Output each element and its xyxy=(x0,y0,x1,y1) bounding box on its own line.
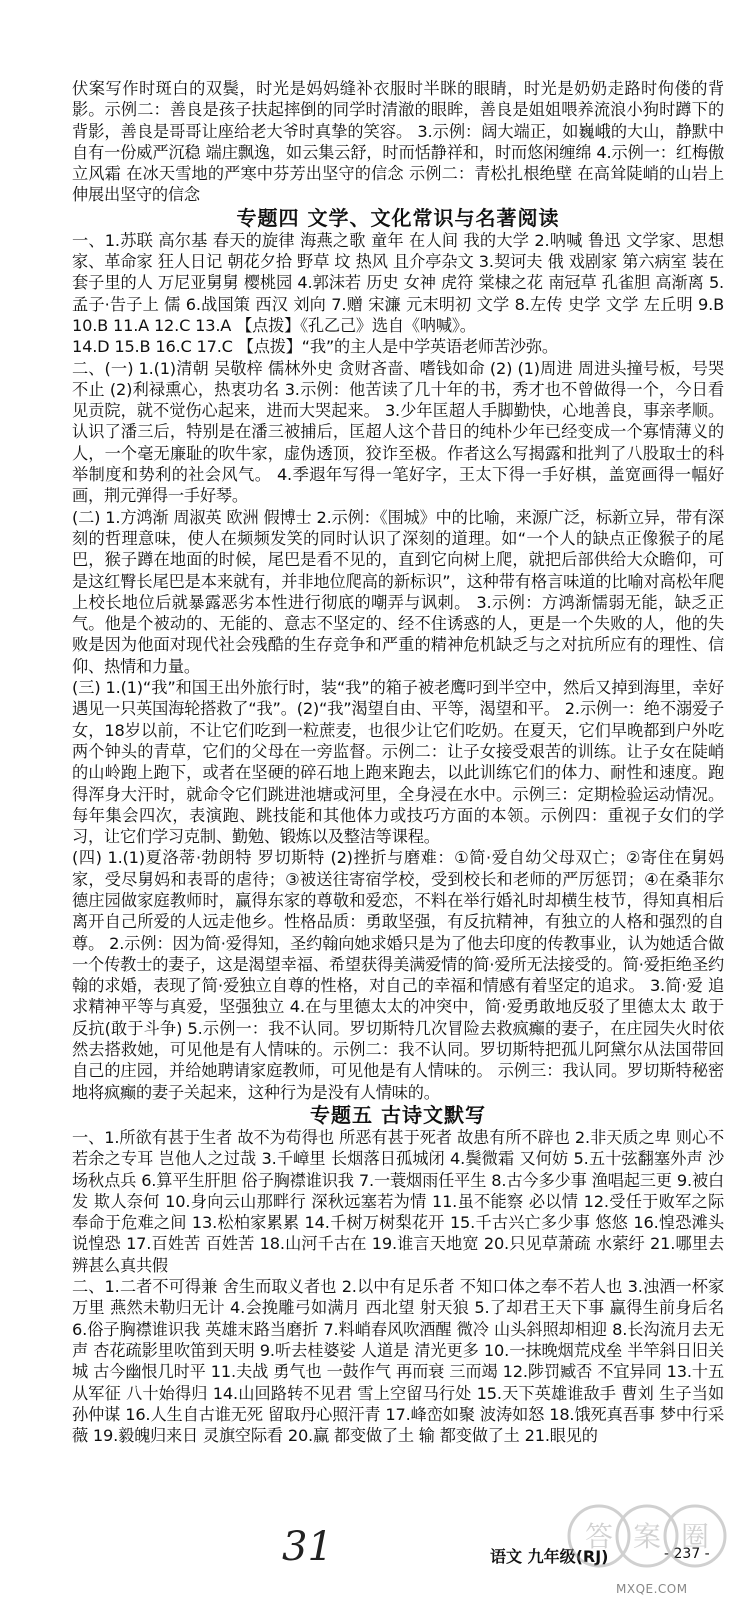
answer-paragraph: (四) 1.(1)夏洛蒂·勃朗特 罗切斯特 (2)挫折与磨难：①简·爱自幼父母双亡；②寄住在舅妈家，受尽舅妈和表哥的虐待；③被送往寄宿学校，受到校长和老师的严厉惩罚；④在桑菲尔德庄园做家庭教师时，赢得东家的尊敬和爱恋，不料在举行婚礼时却横生枝节，得知真相后离开自己所爱的人远走他乡。性格品质：勇敢坚强，有反抗精神，有独立的人格和强烈的自尊。 2.示例：因为简·爱得知，圣约翰向她求婚只是为了他去印度的传教事业，认为她适合做一个传教士的妻子，这是渴望幸福、希望获得美满爱情的简·爱所无法接受的。简·爱拒绝圣约翰的求婚，表现了简·爱独立自尊的性格，对自己的幸福和情感有着坚定的追求。 3.简·爱 追求精神平等与真爱，坚强独立 4.在与里德太太的冲突中，简·爱勇敢地反驳了里德太太 敢于反抗(敢于斗争) 5.示例一：我不认同。罗切斯特几次冒险去救疯癫的妻子，在庄园失火时依然去搭救她，可见他是有人情味的。示例二：我不认同。罗切斯特把孤儿阿黛尔从法国带回自己的庄园，并给她聘请家庭教师，可见他是有人情味的。 示例三：我认同。罗切斯特秘密地将疯癫的妻子关起来，这种行为是没有人情味的。 xyxy=(72,848,724,1102)
watermark-char: 答 xyxy=(584,1520,614,1553)
answer-paragraph: 一、1.所欲有甚于生者 故不为苟得也 所恶有甚于死者 故患有所不辟也 2.非天质之卑 则心不若余之专耳 岂他人之过哉 3.千嶂里 长烟落日孤城闭 4.鬓微霜 又何妨 5.五十弦翻塞外声 沙场秋点兵 6.算平生肝胆 俗子胸襟谁识我 7.一蓑烟雨任平生 8.古今多少事 渔唱起三更 9.被白发 欺人奈何 10.身向云山那畔行 深秋远塞若为情 11.虽不能察 必以情 12.受任于败军之际 奉命于危难之间 13.松柏家累累 14.千树万树梨花开 15.千古兴亡多少事 悠悠 16.惶恐滩头说惶恐 17.百姓苦 百姓苦 18.山河千古在 19.谁言天地宽 20.只见草萧疏 水萦纡 21.哪里去辨甚么真共假 xyxy=(72,1127,724,1275)
answer-paragraph: 14.D 15.B 16.C 17.C 【点拨】“我”的主人是中学英语老师苦沙弥。 xyxy=(72,337,558,357)
answer-paragraph: (三) 1.(1)“我”和国王出外旅行时，装“我”的箱子被老鹰叼到半空中，然后又掉到海里，幸好遇见一只英国海轮搭救了“我”。(2)“我”渴望自由、平等，渴望和平。 2.示例一：绝不溺爱子女，18岁以前，不让它们吃到一粒蔗麦，也很少让它们吃奶。在夏天，它们早晚都到户外吃两个钟头的青草，它们的父母在一旁监督。示例二：让子女接受艰苦的训练。让子女在陡峭的山岭跑上跑下，或者在坚硬的碎石地上跑来跑去，以此训练它们的体力、耐性和速度。跑得浑身大汗时，就命令它们跳进池塘或河里，全身浸在水中。示例三：定期检验运动情况。每年集会四次，表演跑、跳技能和其他体力或技巧方面的本领。示例四：重视子女们的学习，让它们学习克制、勤勉、锻炼以及整洁等课程。 xyxy=(72,678,724,847)
footer-subject-label: 语文 九年级(RJ) xyxy=(490,1547,609,1566)
answer-paragraph: 一、1.苏联 高尔基 春天的旋律 海燕之歌 童年 在人间 我的大学 2.呐喊 鲁迅 文学家、思想家、革命家 狂人日记 朝花夕拾 野草 坟 热风 且介亭杂文 3.契诃夫 俄 戏剧家 第六病室 装在套子里的人 万尼亚舅舅 樱桃园 4.郭沫若 历史 女神 虎符 棠棣之花 南冠草 孔雀胆 高渐离 5.孟子·告子上 儒 6.战国策 西汉 刘向 7.赠 宋濂 元末明初 文学 8.左传 史学 文学 左丘明 9.B 10.B 11.A 12.C 13.A 【点拨】《孔乙己》选自《呐喊》。 xyxy=(72,230,724,335)
watermark-url: MXQE.COM xyxy=(616,1582,688,1596)
section-title-topic-four: 专题四 文学、文化常识与名著阅读 xyxy=(236,205,560,230)
answer-paragraph: (二) 1.方鸿渐 周淑英 欧洲 假博士 2.示例：《围城》中的比喻，来源广泛，标新立异，带有深刻的哲理意味，使人在频频发笑的同时认识了深刻的道理。如“一个人的缺点正像猴子的尾巴，猴子蹲在地面的时候，尾巴是看不见的，直到它向树上爬，就把后部供给大众瞻仰，可是这红臀长尾巴是本来就有，并非地位爬高的新标识”，这种带有格言味道的比喻对高松年爬上校长地位后就暴露恶劣本性进行彻底的嘲弄与讽刺。 3.示例：方鸿渐懦弱无能，缺乏正气。他是个被动的、无能的、意志不坚定的、经不住诱惑的人，更是一个失败的人，他的失败是因为他面对现代社会残酷的生存竞争和严重的精神危机缺乏与之对抗所应有的理性、信仰、热情和力量。 xyxy=(72,507,724,676)
answer-paragraph: 伏案写作时斑白的双鬓，时光是妈妈缝补衣服时半眯的眼睛，时光是奶奶走路时佝偻的背影。示例二：善良是孩子扶起摔倒的同学时清澈的眼眸，善良是姐姐喂养流浪小狗时蹲下的背影，善良是哥哥让座给老大爷时真挚的笑容。 3.示例：阔大端正，如巍峨的大山，静默中自有一份威严沉稳 端庄飘逸，如云集云舒，时而恬静祥和，时而悠闲缠绵 4.示例一：红梅傲立风霜 在冰天雪地的严寒中芬芳出坚守的信念 示例二：青松扎根绝壁 在高耸陡峭的山岩上伸展出坚守的信念 xyxy=(72,79,724,205)
section-title-topic-five: 专题五 古诗文默写 xyxy=(310,1102,486,1127)
footer-page-number: - 237 - xyxy=(664,1546,710,1562)
answer-key-page xyxy=(72,78,724,1446)
watermark-char: 案 xyxy=(632,1520,662,1553)
watermark-char: 圈 xyxy=(680,1520,710,1553)
handwritten-page-number: 31 xyxy=(282,1524,333,1570)
watermark-logo xyxy=(563,1500,733,1572)
answer-paragraph: 二、1.二者不可得兼 舍生而取义者也 2.以中有足乐者 不知口体之奉不若人也 3.浊酒一杯家万里 燕然未勒归无计 4.会挽雕弓如满月 西北望 射天狼 5.了却君王天下事 赢得生前身后名 6.俗子胸襟谁识我 英雄末路当磨折 7.料峭春风吹酒醒 微冷 山头斜照却相迎 8.长沟流月去无声 杏花疏影里吹笛到天明 9.听去桂婆娑 人道是 清光更多 10.一抹晚烟荒戍垒 半竿斜日旧关城 古今幽恨几时平 11.夫战 勇气也 一鼓作气 再而衰 三而竭 12.陟罚臧否 不宜异同 13.十五从军征 八十始得归 14.山回路转不见君 雪上空留马行处 15.天下英雄谁敌手 曹刘 生子当如孙仲谋 16.人生自古谁无死 留取丹心照汗青 17.峰峦如聚 波涛如怒 18.饿死真吾事 梦中行采薇 19.毅魄归来日 灵旗空际看 20.赢 都变做了土 输 都变做了土 21.眼见的 xyxy=(72,1277,724,1446)
answer-paragraph: 二、(一) 1.(1)清朝 吴敬梓 儒林外史 贪财吝啬、嗜钱如命 (2) (1)周进 周进头撞号板，号哭不止 (2)利禄熏心，热衷功名 3.示例：他苦读了几十年的书，秀才也不曾做得一个，今日看见贡院，就不觉伤心起来，进而大哭起来。 3.少年匡超人手脚勤快，心地善良，事亲孝顺。认识了潘三后，特别是在潘三被捕后，匡超人这个昔日的纯朴少年已经变成一个寡情薄义的人，一个毫无廉耻的吹牛家，虚伪透顶，狡诈至极。作者这么写揭露和批判了八股取士的科举制度和势利的社会风气。 4.季遐年写得一笔好字，王太下得一手好棋，盖宽画得一幅好画，荆元弹得一手好琴。 xyxy=(72,358,724,506)
